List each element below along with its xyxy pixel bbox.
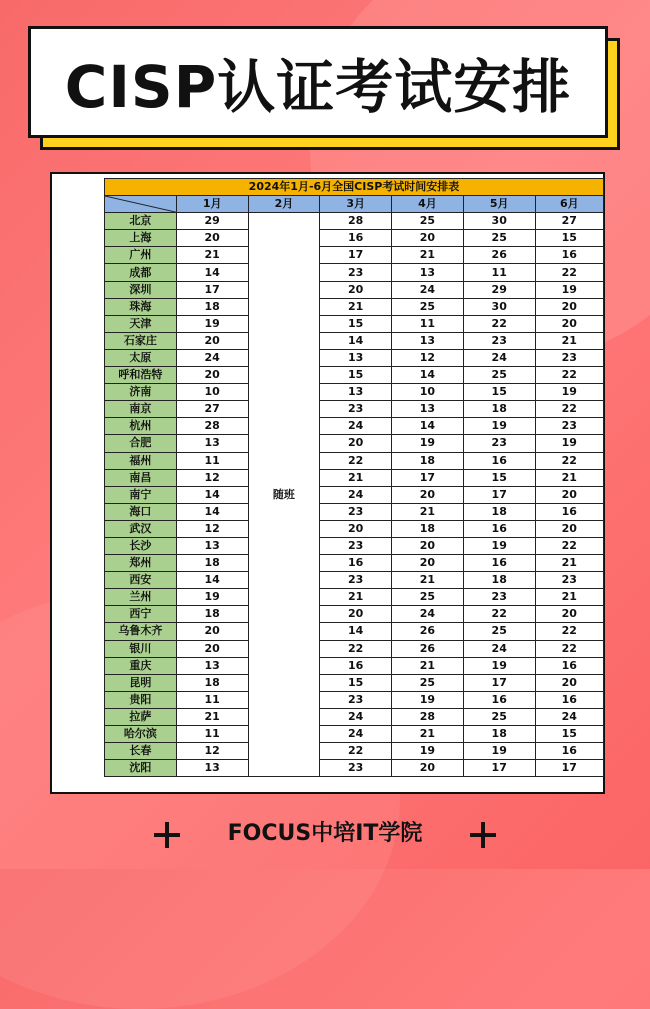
date-cell: 23 (320, 760, 392, 777)
date-cell: 21 (535, 589, 603, 606)
date-cell: 11 (463, 264, 535, 281)
date-cell: 22 (535, 640, 603, 657)
city-cell: 西安 (105, 572, 177, 589)
footer (0, 812, 650, 852)
date-cell: 19 (463, 537, 535, 554)
table-row (105, 503, 604, 520)
city-cell: 武汉 (105, 520, 177, 537)
date-cell: 24 (320, 418, 392, 435)
date-cell: 24 (392, 281, 464, 298)
city-cell: 拉萨 (105, 708, 177, 725)
date-cell: 12 (176, 743, 248, 760)
date-cell: 20 (320, 435, 392, 452)
date-cell: 19 (463, 743, 535, 760)
date-cell: 22 (535, 367, 603, 384)
date-cell: 22 (535, 452, 603, 469)
date-cell: 20 (535, 298, 603, 315)
table-row (105, 726, 604, 743)
date-cell: 20 (392, 760, 464, 777)
city-cell: 济南 (105, 384, 177, 401)
city-cell: 太原 (105, 349, 177, 366)
date-cell: 20 (392, 230, 464, 247)
date-cell: 23 (320, 401, 392, 418)
page-title: CISP认证考试安排 (64, 53, 572, 121)
date-cell: 16 (463, 691, 535, 708)
city-cell: 南昌 (105, 469, 177, 486)
table-row (105, 349, 604, 366)
table-row (105, 486, 604, 503)
date-cell: 16 (535, 657, 603, 674)
date-cell: 13 (320, 349, 392, 366)
table-caption: 2024年1月-6月全国CISP考试时间安排表 (105, 179, 604, 196)
city-cell: 深圳 (105, 281, 177, 298)
date-cell: 14 (320, 623, 392, 640)
date-cell: 27 (176, 401, 248, 418)
date-cell: 20 (392, 537, 464, 554)
date-cell: 17 (535, 760, 603, 777)
city-cell: 海口 (105, 503, 177, 520)
corner-cell (105, 196, 177, 213)
date-cell: 24 (463, 349, 535, 366)
table-row (105, 367, 604, 384)
date-cell: 14 (392, 367, 464, 384)
date-cell: 20 (535, 606, 603, 623)
table-row (105, 743, 604, 760)
date-cell: 13 (176, 435, 248, 452)
date-cell: 14 (176, 486, 248, 503)
date-cell: 15 (320, 315, 392, 332)
date-cell: 18 (392, 452, 464, 469)
date-cell: 23 (320, 537, 392, 554)
date-cell: 18 (463, 503, 535, 520)
date-cell: 25 (392, 298, 464, 315)
month-header-row (105, 196, 604, 213)
city-cell: 呼和浩特 (105, 367, 177, 384)
date-cell: 18 (176, 298, 248, 315)
date-cell: 16 (535, 743, 603, 760)
table-row (105, 760, 604, 777)
date-cell: 29 (176, 213, 248, 230)
date-cell: 16 (320, 657, 392, 674)
city-cell: 兰州 (105, 589, 177, 606)
date-cell: 22 (535, 537, 603, 554)
date-cell: 22 (535, 401, 603, 418)
date-cell: 16 (535, 503, 603, 520)
date-cell: 19 (392, 743, 464, 760)
city-cell: 北京 (105, 213, 177, 230)
date-cell: 19 (463, 418, 535, 435)
date-cell: 23 (463, 435, 535, 452)
city-cell: 重庆 (105, 657, 177, 674)
date-cell: 10 (392, 384, 464, 401)
table-row (105, 537, 604, 554)
table-row (105, 520, 604, 537)
city-cell: 合肥 (105, 435, 177, 452)
table-caption-row (105, 179, 604, 196)
date-cell: 16 (535, 691, 603, 708)
date-cell: 25 (463, 623, 535, 640)
city-cell: 郑州 (105, 555, 177, 572)
date-cell: 17 (463, 674, 535, 691)
date-cell: 26 (392, 623, 464, 640)
date-cell: 13 (176, 760, 248, 777)
date-cell: 14 (320, 332, 392, 349)
date-cell: 23 (463, 589, 535, 606)
date-cell: 18 (176, 606, 248, 623)
city-cell: 贵阳 (105, 691, 177, 708)
table-row (105, 213, 604, 230)
date-cell: 15 (463, 469, 535, 486)
date-cell: 20 (176, 332, 248, 349)
date-cell: 21 (320, 298, 392, 315)
date-cell: 20 (535, 486, 603, 503)
date-cell: 15 (535, 726, 603, 743)
date-cell: 18 (176, 555, 248, 572)
date-cell: 22 (463, 606, 535, 623)
city-cell: 珠海 (105, 298, 177, 315)
date-cell: 23 (535, 572, 603, 589)
table-row (105, 657, 604, 674)
date-cell: 17 (320, 247, 392, 264)
city-cell: 昆明 (105, 674, 177, 691)
date-cell: 25 (392, 213, 464, 230)
date-cell: 19 (535, 281, 603, 298)
table-row (105, 555, 604, 572)
date-cell: 14 (176, 572, 248, 589)
table-row (105, 418, 604, 435)
date-cell: 23 (535, 349, 603, 366)
date-cell: 24 (320, 708, 392, 725)
date-cell: 21 (320, 469, 392, 486)
date-cell: 20 (392, 486, 464, 503)
date-cell: 22 (463, 315, 535, 332)
date-cell: 23 (535, 418, 603, 435)
date-cell: 15 (320, 674, 392, 691)
date-cell: 20 (535, 674, 603, 691)
date-cell: 19 (535, 384, 603, 401)
table-row (105, 281, 604, 298)
date-cell: 30 (463, 298, 535, 315)
date-cell: 28 (320, 213, 392, 230)
date-cell: 22 (320, 743, 392, 760)
date-cell: 19 (392, 435, 464, 452)
date-cell: 11 (392, 315, 464, 332)
city-cell: 银川 (105, 640, 177, 657)
date-cell: 16 (463, 452, 535, 469)
date-cell: 15 (535, 230, 603, 247)
date-cell: 20 (392, 555, 464, 572)
date-cell: 17 (176, 281, 248, 298)
date-cell: 30 (463, 213, 535, 230)
plus-icon (152, 820, 182, 850)
date-cell: 22 (320, 640, 392, 657)
city-cell: 杭州 (105, 418, 177, 435)
table-row (105, 708, 604, 725)
date-cell: 13 (176, 657, 248, 674)
date-cell: 26 (392, 640, 464, 657)
city-cell: 福州 (105, 452, 177, 469)
date-cell: 16 (463, 555, 535, 572)
schedule-panel (50, 172, 605, 794)
date-cell: 21 (392, 657, 464, 674)
table-row (105, 691, 604, 708)
date-cell: 23 (320, 264, 392, 281)
title-banner (28, 26, 608, 138)
table-row (105, 230, 604, 247)
month-header: 1月 (176, 196, 248, 213)
date-cell: 24 (392, 606, 464, 623)
date-cell: 17 (463, 760, 535, 777)
date-cell: 19 (463, 657, 535, 674)
city-cell: 成都 (105, 264, 177, 281)
footer-brand: FOCUS中培IT学院 (227, 821, 423, 846)
city-cell: 上海 (105, 230, 177, 247)
date-cell: 25 (463, 708, 535, 725)
table-row (105, 589, 604, 606)
date-cell: 15 (463, 384, 535, 401)
city-cell: 长沙 (105, 537, 177, 554)
date-cell: 14 (176, 503, 248, 520)
month-header: 6月 (535, 196, 603, 213)
table-row (105, 640, 604, 657)
date-cell: 25 (463, 230, 535, 247)
city-cell: 沈阳 (105, 760, 177, 777)
plus-icon (468, 820, 498, 850)
table-row (105, 469, 604, 486)
date-cell: 19 (392, 691, 464, 708)
date-cell: 13 (392, 332, 464, 349)
date-cell: 11 (176, 726, 248, 743)
date-cell: 20 (535, 315, 603, 332)
date-cell: 28 (392, 708, 464, 725)
date-cell: 21 (535, 555, 603, 572)
date-cell: 19 (176, 589, 248, 606)
date-cell: 19 (176, 315, 248, 332)
date-cell: 22 (535, 623, 603, 640)
date-cell: 10 (176, 384, 248, 401)
date-cell: 12 (176, 469, 248, 486)
date-cell: 21 (392, 572, 464, 589)
city-cell: 广州 (105, 247, 177, 264)
date-cell: 12 (392, 349, 464, 366)
date-cell: 22 (320, 452, 392, 469)
month-header: 3月 (320, 196, 392, 213)
city-cell: 长春 (105, 743, 177, 760)
date-cell: 22 (535, 264, 603, 281)
date-cell: 13 (320, 384, 392, 401)
date-cell: 20 (176, 230, 248, 247)
date-cell: 21 (392, 503, 464, 520)
table-row (105, 247, 604, 264)
city-cell: 南宁 (105, 486, 177, 503)
date-cell: 13 (176, 537, 248, 554)
date-cell: 12 (176, 520, 248, 537)
date-cell: 16 (463, 520, 535, 537)
date-cell: 13 (392, 401, 464, 418)
date-cell: 20 (176, 640, 248, 657)
date-cell: 25 (392, 589, 464, 606)
table-row (105, 623, 604, 640)
table-row (105, 264, 604, 281)
date-cell: 20 (320, 281, 392, 298)
date-cell: 28 (176, 418, 248, 435)
date-cell: 17 (463, 486, 535, 503)
date-cell: 23 (320, 572, 392, 589)
table-row (105, 674, 604, 691)
date-cell: 18 (176, 674, 248, 691)
date-cell: 14 (392, 418, 464, 435)
date-cell: 29 (463, 281, 535, 298)
city-cell: 石家庄 (105, 332, 177, 349)
date-cell: 23 (320, 691, 392, 708)
month-header: 5月 (463, 196, 535, 213)
date-cell: 21 (392, 726, 464, 743)
feb-note-cell: 随班 (248, 213, 320, 777)
date-cell: 24 (535, 708, 603, 725)
month-header: 4月 (392, 196, 464, 213)
city-cell: 乌鲁木齐 (105, 623, 177, 640)
table-row (105, 401, 604, 418)
date-cell: 20 (320, 606, 392, 623)
date-cell: 24 (463, 640, 535, 657)
date-cell: 26 (463, 247, 535, 264)
date-cell: 23 (320, 503, 392, 520)
date-cell: 21 (535, 332, 603, 349)
table-row (105, 435, 604, 452)
date-cell: 20 (176, 623, 248, 640)
date-cell: 13 (392, 264, 464, 281)
table-row (105, 606, 604, 623)
date-cell: 17 (392, 469, 464, 486)
date-cell: 21 (535, 469, 603, 486)
date-cell: 18 (463, 401, 535, 418)
date-cell: 20 (320, 520, 392, 537)
date-cell: 21 (320, 589, 392, 606)
date-cell: 21 (176, 247, 248, 264)
city-cell: 哈尔滨 (105, 726, 177, 743)
date-cell: 18 (463, 572, 535, 589)
table-row (105, 332, 604, 349)
date-cell: 20 (176, 367, 248, 384)
date-cell: 21 (176, 708, 248, 725)
month-header: 2月 (248, 196, 320, 213)
table-row (105, 572, 604, 589)
date-cell: 18 (392, 520, 464, 537)
date-cell: 24 (320, 486, 392, 503)
date-cell: 25 (392, 674, 464, 691)
schedule-table (104, 178, 604, 777)
date-cell: 18 (463, 726, 535, 743)
table-row (105, 452, 604, 469)
date-cell: 16 (535, 247, 603, 264)
date-cell: 23 (463, 332, 535, 349)
date-cell: 24 (176, 349, 248, 366)
date-cell: 24 (320, 726, 392, 743)
date-cell: 25 (463, 367, 535, 384)
date-cell: 14 (176, 264, 248, 281)
table-row (105, 298, 604, 315)
date-cell: 15 (320, 367, 392, 384)
table-row (105, 384, 604, 401)
date-cell: 11 (176, 452, 248, 469)
date-cell: 20 (535, 520, 603, 537)
date-cell: 19 (535, 435, 603, 452)
date-cell: 21 (392, 247, 464, 264)
date-cell: 27 (535, 213, 603, 230)
date-cell: 16 (320, 230, 392, 247)
date-cell: 11 (176, 691, 248, 708)
table-row (105, 315, 604, 332)
date-cell: 16 (320, 555, 392, 572)
city-cell: 西宁 (105, 606, 177, 623)
city-cell: 南京 (105, 401, 177, 418)
city-cell: 天津 (105, 315, 177, 332)
